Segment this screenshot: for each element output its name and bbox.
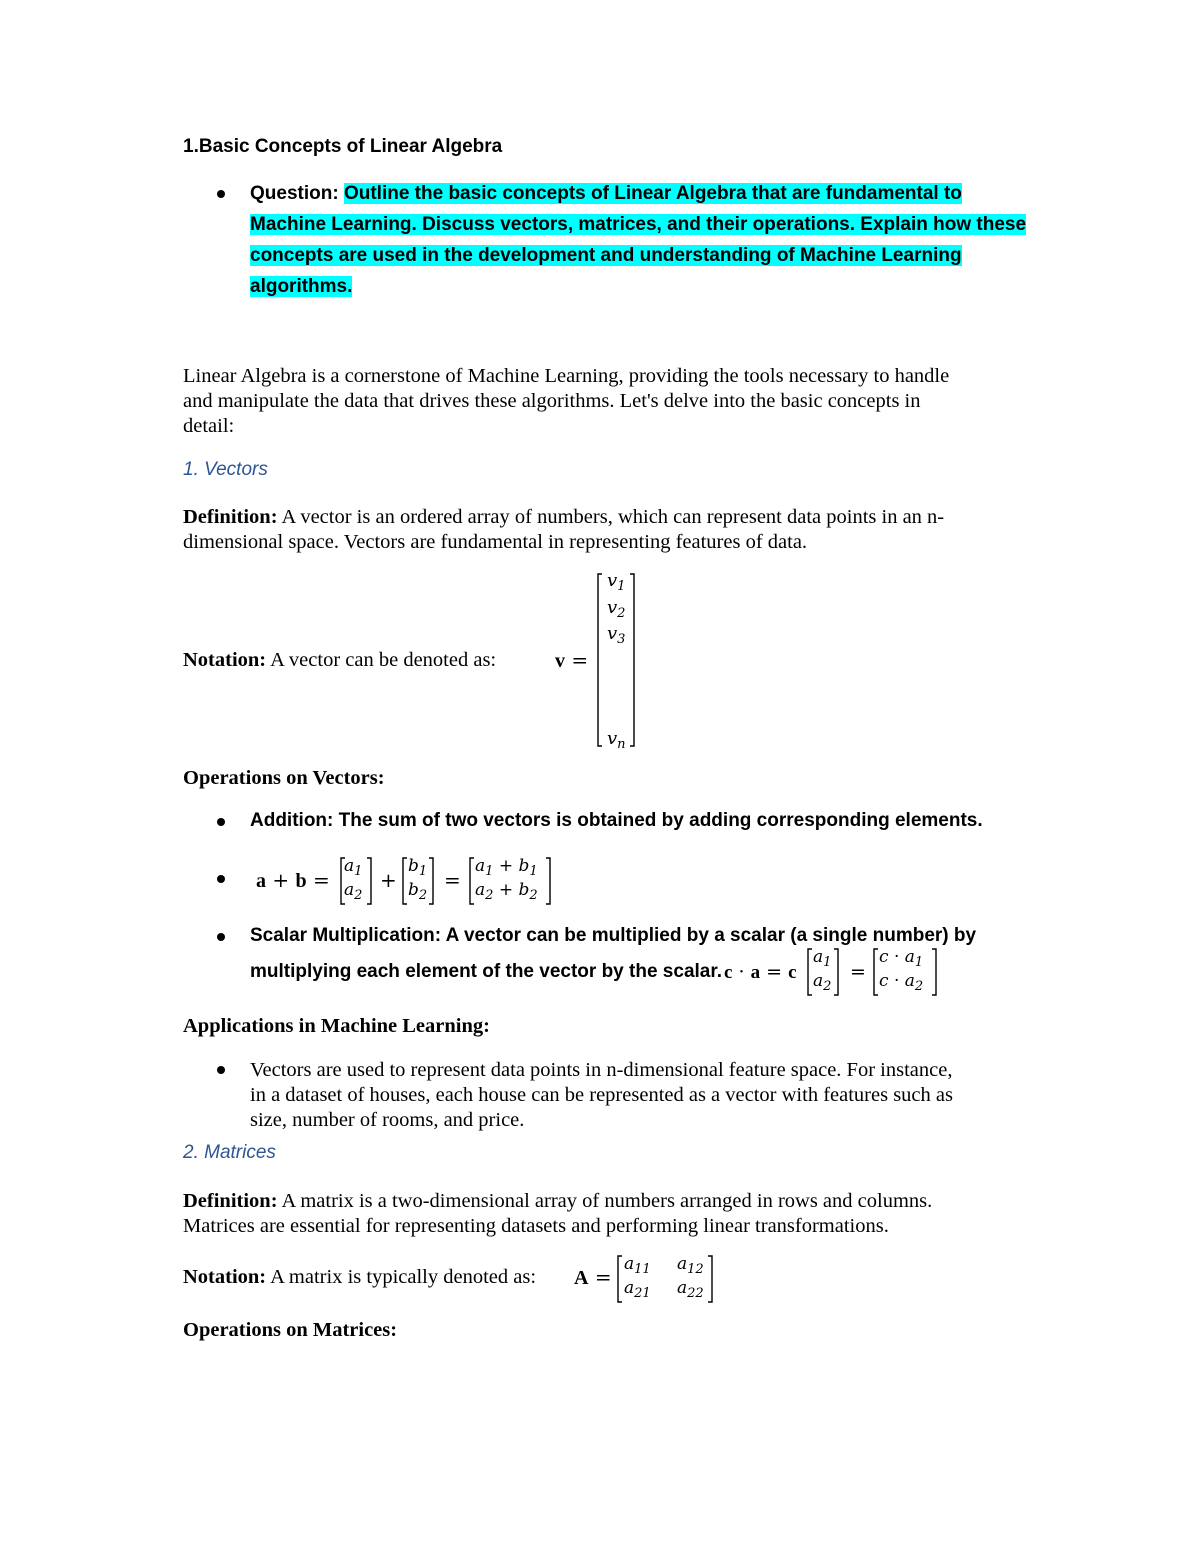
scalar-text-1: A vector can be multiplied by a scalar (a single number) by (441, 925, 977, 946)
scalar-line-2: multiplying each element of the vector by the scalar. (250, 961, 722, 982)
notation-text: A matrix is typically denoted as: (266, 1266, 537, 1288)
question-text-2: Machine Learning. Discuss vectors, matrices, and their operations. Explain how these (250, 214, 1027, 235)
matrix-notation (183, 1265, 536, 1290)
scalar-element-a2: $a_2$ (813, 971, 832, 994)
question-text-1: Outline the basic concepts of Linear Algebra that are fundamental to (343, 183, 962, 204)
plus-sign: + (380, 868, 397, 892)
applications-line-3: size, number of rooms, and price. (250, 1109, 525, 1131)
definition-text: A vector is an ordered array of numbers, which can represent data points in an n- (277, 506, 945, 528)
vector-definition-line-2: dimensional space. Vectors are fundamental in representing features of data. (183, 531, 808, 553)
equals-sign: = (444, 868, 461, 892)
bullet-icon (217, 1066, 225, 1074)
vector-element-v3: $v_3$ (607, 623, 626, 647)
operations-on-matrices-heading: Operations on Matrices: (183, 1319, 398, 1341)
bullet-icon (217, 818, 225, 826)
intro-line-1: Linear Algebra is a cornerstone of Machine Learning, providing the tools necessary to handle (183, 365, 950, 387)
section-title-vectors: 1. Vectors (183, 459, 268, 480)
matrix-element-a21: $a_{21}$ (624, 1278, 651, 1301)
matrix-element-b1: $b_1$ (408, 856, 428, 879)
addition-text: The sum of two vectors is obtained by adding corresponding elements. (333, 810, 983, 831)
operations-on-vectors-heading: Operations on Vectors: (183, 767, 385, 789)
section-heading: 1.Basic Concepts of Linear Algebra (183, 136, 503, 157)
addition-item (250, 810, 983, 832)
matrix-element-a11: $a_{11}$ (624, 1254, 651, 1277)
matrix-equation-lhs: A = (574, 1265, 612, 1289)
scalar-result-1: $c \cdot a_1$ (879, 947, 924, 970)
applications-heading: Applications in Machine Learning: (183, 1015, 490, 1037)
matrix-element-a12: $a_{12}$ (677, 1254, 704, 1277)
definition-text: A matrix is a two-dimensional array of numbers arranged in rows and columns. (277, 1190, 933, 1212)
question-line-1 (250, 178, 962, 209)
bullet-icon (217, 875, 225, 883)
vector-definition-line-1 (183, 505, 944, 530)
vector-element-v2: $v_2$ (607, 597, 626, 621)
question-line-4 (250, 271, 352, 302)
notation-label: Notation: (183, 1266, 267, 1288)
definition-label: Definition: (183, 1190, 278, 1212)
intro-line-2: and manipulate the data that drives these algorithms. Let's delve into the basic concepts in (183, 390, 921, 412)
question-line-2 (250, 209, 1026, 240)
notation-text: A vector can be denoted as: (266, 649, 497, 671)
question-text-3: concepts are used in the development and understanding of Machine Learning (250, 245, 962, 266)
result-element-1: $a_1 + b_1$ (475, 856, 538, 879)
matrix-definition-line-2: Matrices are essential for representing datasets and performing linear transformations. (183, 1215, 889, 1237)
scalar-line-1 (250, 925, 976, 947)
vector-element-vn: $v_n$ (607, 728, 626, 752)
matrix-element-a1: $a_1$ (344, 856, 363, 879)
scalar-result-2: $c \cdot a_2$ (879, 971, 924, 994)
section-title-matrices: 2. Matrices (183, 1142, 276, 1163)
vector-notation (183, 648, 496, 673)
equals-sign: = (850, 961, 866, 983)
vector-equation-lhs: v = (555, 648, 589, 672)
notation-label: Notation: (183, 649, 267, 671)
applications-line-2: in a dataset of houses, each house can be represented as a vector with features such as (250, 1084, 953, 1106)
matrix-element-b2: $b_2$ (408, 880, 428, 903)
bullet-icon (217, 933, 225, 941)
intro-line-3: detail: (183, 415, 235, 437)
applications-line-1: Vectors are used to represent data points in n-dimensional feature space. For instance, (250, 1059, 953, 1081)
scalar-equation-lhs: c · a = c (724, 961, 797, 983)
question-text-4: algorithms. (250, 276, 353, 297)
matrix-element-a22: $a_{22}$ (677, 1278, 704, 1301)
question-line-3 (250, 240, 962, 271)
scalar-element-a1: $a_1$ (813, 947, 832, 970)
matrix-definition-line-1 (183, 1189, 932, 1214)
scalar-label: Scalar Multiplication: (250, 925, 442, 946)
question-label: Question: (250, 183, 339, 204)
vector-element-v1: $v_1$ (607, 570, 626, 594)
definition-label: Definition: (183, 506, 278, 528)
matrix-element-a2: $a_2$ (344, 880, 363, 903)
result-element-2: $a_2 + b_2$ (475, 880, 538, 903)
addition-label: Addition: (250, 810, 334, 831)
addition-equation-lhs: a + b = (256, 868, 330, 892)
bullet-icon (217, 190, 225, 198)
